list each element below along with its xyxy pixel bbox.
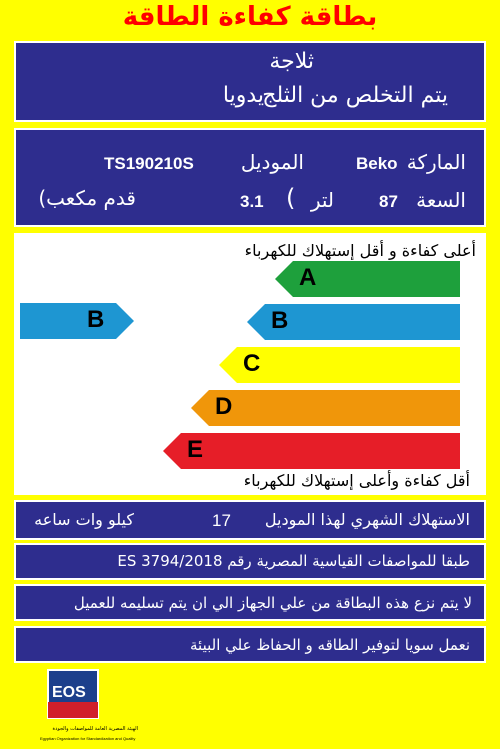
defrost-value: يدويا <box>222 83 264 108</box>
energy-class-bar-a <box>275 261 460 297</box>
consumption-panel <box>14 500 486 540</box>
brand-value: Beko <box>356 154 398 173</box>
model-label: الموديل <box>240 150 304 174</box>
rating-arrow-shape <box>20 303 134 339</box>
energy-class-letter-b: B <box>271 307 289 334</box>
energy-class-bar-e <box>163 433 460 469</box>
scale-bottom-label: أقل كفاءة وأعلى إستهلاك للكهرباء <box>243 471 470 490</box>
eos-logo <box>40 666 150 746</box>
energy-class-letter-d: D <box>215 393 233 420</box>
standard-text: طبقا للمواصفات القياسية المصرية رقم ES 3794/2018 <box>117 552 470 570</box>
warning-panel <box>14 584 486 621</box>
energy-class-bar-b <box>247 304 460 340</box>
capacity-value: 87 <box>379 192 398 211</box>
warning-text: لا يتم نزع هذه البطاقة من علي الجهاز الي ان يتم تسليمه للعميل <box>73 594 472 612</box>
defrost-label: يتم التخلص من الثلج <box>262 83 448 108</box>
energy-class-bar-c <box>219 347 460 383</box>
rating-letter: B <box>87 306 105 333</box>
brand-label: الماركة <box>406 150 466 174</box>
specs-panel <box>14 128 486 227</box>
eos-caption-ar: الهيئة المصرية العامة للمواصفات والجودة <box>52 726 138 732</box>
liter-unit: لتر <box>310 188 334 212</box>
energy-class-bar-d <box>191 390 460 426</box>
slogan-panel <box>14 626 486 663</box>
appliance-type: ثلاجة <box>269 49 314 74</box>
energy-class-letter-e: E <box>187 436 204 463</box>
eos-caption-en: Egyptian Organization for Standardization and Quality <box>40 736 136 741</box>
model-value: TS190210S <box>104 154 194 173</box>
energy-class-letter-c: C <box>243 350 261 377</box>
cubic-value: 3.1 <box>240 192 264 211</box>
consumption-value: 17 <box>212 511 231 530</box>
eos-logo-text: EOS <box>52 684 86 701</box>
consumption-label: الاستهلاك الشهري لهذا الموديل <box>264 510 470 529</box>
appliance-panel <box>14 41 486 122</box>
scale-top-label: أعلى كفاءة و أقل إستهلاك للكهرباء <box>244 241 476 260</box>
slogan-text: نعمل سويا لتوفير الطاقه و الحفاظ علي البيئة <box>190 636 470 654</box>
cubic-unit: قدم مكعب) <box>38 186 136 210</box>
label-title: بطاقة كفاءة الطاقة <box>122 2 378 32</box>
energy-class-letter-a: A <box>299 264 317 291</box>
rating-arrow <box>20 303 134 339</box>
paren-open: ( <box>286 184 296 212</box>
consumption-unit: كيلو وات ساعه <box>34 510 134 529</box>
energy-class-arrow-e <box>163 433 460 469</box>
standard-panel <box>14 543 486 580</box>
capacity-label: السعة <box>416 188 466 212</box>
